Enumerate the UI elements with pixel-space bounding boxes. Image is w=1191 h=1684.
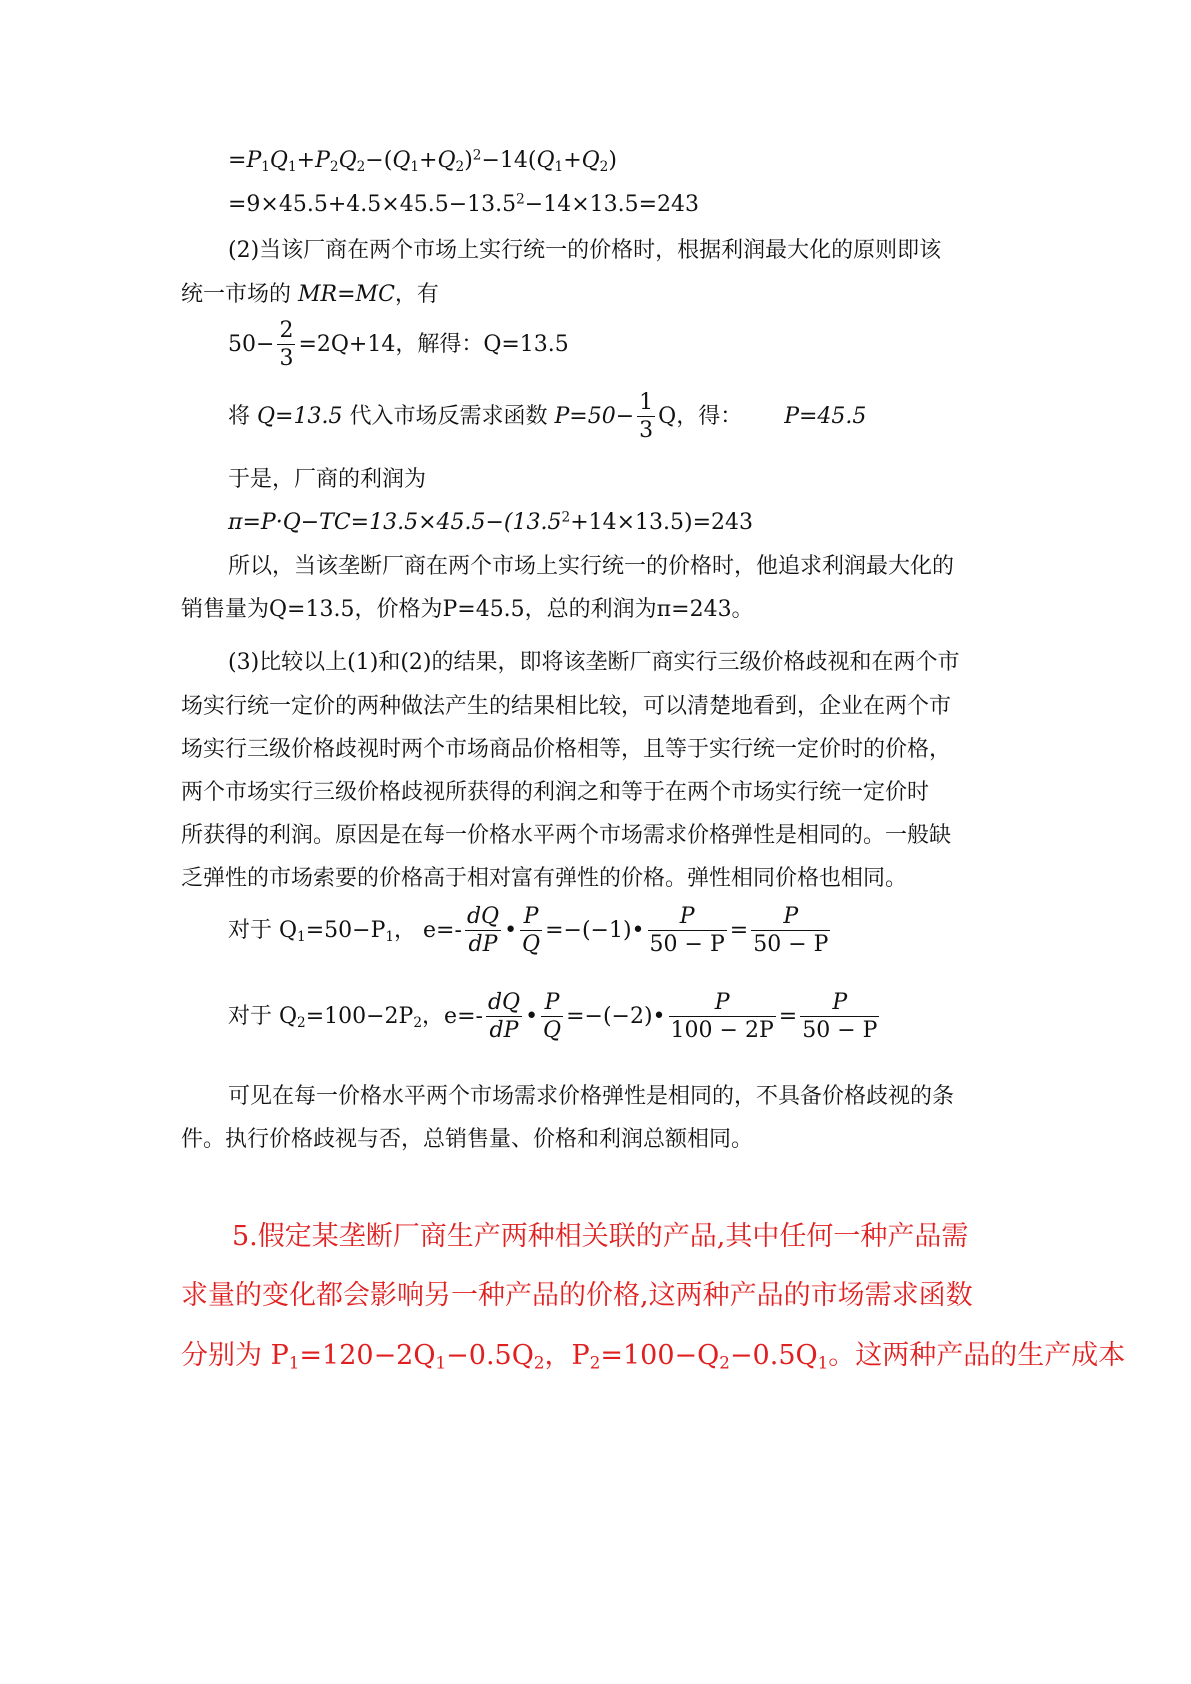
profit-equation: $\pi=P\cdot Q-TC=13.5\times 45.5-(13.5^2+14\times 13.5)=243$ [228,509,754,535]
final-conclusion-line2: 件。执行价格歧视与否，总销售量、价格和利润总额相同。 [181,1127,754,1152]
fraction-p-over-50-minus-p [648,906,727,956]
frac-den: 3 [639,418,654,443]
frac-den: 100 − 2P [670,1018,774,1043]
profit-intro: 于是，厂商的利润为 [228,467,427,492]
e2-eq: =100−2P [305,1004,414,1029]
sub-result: P=45.5 [784,404,867,429]
frac-num: P [751,906,830,931]
fraction-p-over-50-minus-p-result [751,906,830,956]
final-conclusion-line1: 可见在每一价格水平两个市场需求价格弹性是相同的，不具备价格歧视的条 [228,1084,955,1109]
fraction-p-over-100-minus-2p [669,992,776,1042]
substitution-line [228,390,866,444]
sub-after: Q，得： [658,404,743,429]
frac-den: dP [468,932,498,957]
profit-eq-rest: +14×13.5)=243 [570,510,754,535]
frac-den: dP [489,1018,519,1043]
frac-den: 50 − P [802,1018,878,1043]
part2-conclusion-line1: 所以，当该垄断厂商在两个市场上实行统一的价格时，他追求利润最大化的 [228,554,955,579]
fraction-two-thirds [277,320,295,370]
part3-line6: 乏弹性的市场索要的价格高于相对富有弹性的价格。弹性相同价格也相同。 [181,866,908,891]
fraction-dq-dp [486,992,522,1042]
e2-prefix: 对于 Q [228,1004,298,1029]
part3-line3: 场实行三级价格歧视时两个市场商品价格相等，且等于实行统一定价时的价格， [181,737,952,762]
frac-num: dQ [466,904,500,929]
frac-den: 3 [279,346,294,371]
e1-e: ， e=- [394,918,462,943]
question5-line1: 5.假定某垄断厂商生产两种相关联的产品,其中任何一种产品需 [232,1221,969,1252]
part2-intro-line2 [181,280,439,310]
frac-den: Q [543,1018,562,1043]
eq-line2-rest: −14×13.5=243 [524,192,700,217]
frac-den: 50 − P [753,932,829,957]
mc-symbol: MC [355,282,395,307]
sub-mid: 代入市场反需求函数 [349,404,548,429]
fraction-p-q [541,992,563,1042]
eq1-rest: =2Q+14，解得：Q=13.5 [298,332,569,357]
part3-line5: 所获得的利润。原因是在每一价格水平两个市场需求价格弹性是相同的。一般缺 [181,823,952,848]
frac-num: 1 [639,390,654,415]
q5-d: ，P [544,1340,590,1371]
frac-num: dQ [487,990,521,1015]
sub-prefix: 将 [228,404,251,429]
frac-num: P [669,992,776,1017]
q5-a: 分别为 P [181,1340,289,1371]
intro-prefix: 统一市场的 [181,282,292,307]
eq-sign: = [337,282,356,307]
q5-g: 。这两种产品的生产成本 [828,1340,1126,1371]
part2-conclusion-line2: 销售量为Q=13.5，价格为P=45.5，总的利润为π=243。 [181,597,754,622]
question5-line3: 分别为 $P_1=120-2Q_1-0.5Q_2$，$P_2=100-Q_2-0.5Q_1$。这两种产品的生产成本 [181,1340,1126,1373]
e2-mid: =−(−2)• [566,1004,666,1029]
frac-den: Q [522,932,541,957]
sub-p: P=50− [554,404,635,429]
mr-symbol: MR [298,282,338,307]
part3-line1: (3)比较以上(1)和(2)的结果，即将该垄断厂商实行三级价格歧视和在两个市 [228,650,960,675]
part2-intro-line1: (2)当该厂商在两个市场上实行统一的价格时，根据利润最大化的原则即该 [228,238,942,263]
e1-mid: =−(−1)• [545,918,645,943]
fraction-p-q [520,906,542,956]
frac-num: P [648,906,727,931]
e2-e: ，e=- [422,1004,483,1029]
eq-prefix: = [228,148,247,173]
equation-total-profit-expression: $=P_1Q_1+P_2Q_2-(Q_1+Q_2)^2-14(Q_1+Q_2)$ [228,147,617,175]
fraction-p-over-50-minus-p-result [800,992,879,1042]
fraction-dq-dp [465,906,501,956]
elasticity-market1: 对于 $Q_1=50-P_1$， e=- $\frac{dQ}{dP}$ • $\frac{P}{Q}$ =−(−1)• $\frac{P}{50 - P}$ = $\frac{P}{50 - P}$ [228,904,829,957]
question5-line2: 求量的变化都会影响另一种产品的价格,这两种产品的市场需求函数 [181,1280,973,1311]
intro-suffix: ，有 [394,282,439,307]
e1-eq: =50−P [305,918,386,943]
q5-e: =100−Q [600,1340,720,1371]
part3-line4: 两个市场实行三级价格歧视所获得的利润之和等于在两个市场实行统一定价时 [181,780,930,805]
q5-c: −0.5Q [446,1340,534,1371]
equation-mr-mc [228,318,569,372]
frac-num: 2 [279,318,294,343]
q5-b: =120−2Q [299,1340,436,1371]
elasticity-market2: 对于 $Q_2=100-2P_2$，e=- $\frac{dQ}{dP}$ • $\frac{P}{Q}$ =−(−2)• $\frac{P}{100 - 2P}$ = $\frac{P}{50 - P}$ [228,990,878,1043]
q5-f: −0.5Q [729,1340,818,1371]
part3-line2: 场实行统一定价的两种做法产生的结果相比较，可以清楚地看到，企业在两个市 [181,694,952,719]
frac-num: P [520,906,542,931]
e1-prefix: 对于 Q [228,918,298,943]
equation-total-profit-value: $=9\times 45.5+4.5\times 45.5-13.5^2-14\times 13.5=243$ [228,191,700,217]
eq1-left: 50− [228,332,275,357]
profit-eq: π=P·Q−TC=13.5×45.5−(13.5 [228,510,562,535]
eq-line2: =9×45.5+4.5×45.5−13.5 [228,192,517,217]
frac-num: P [800,992,879,1017]
fraction-one-third [637,392,655,442]
frac-den: 50 − P [649,932,725,957]
sub-q: Q=13.5 [257,404,343,429]
frac-num: P [541,992,563,1017]
